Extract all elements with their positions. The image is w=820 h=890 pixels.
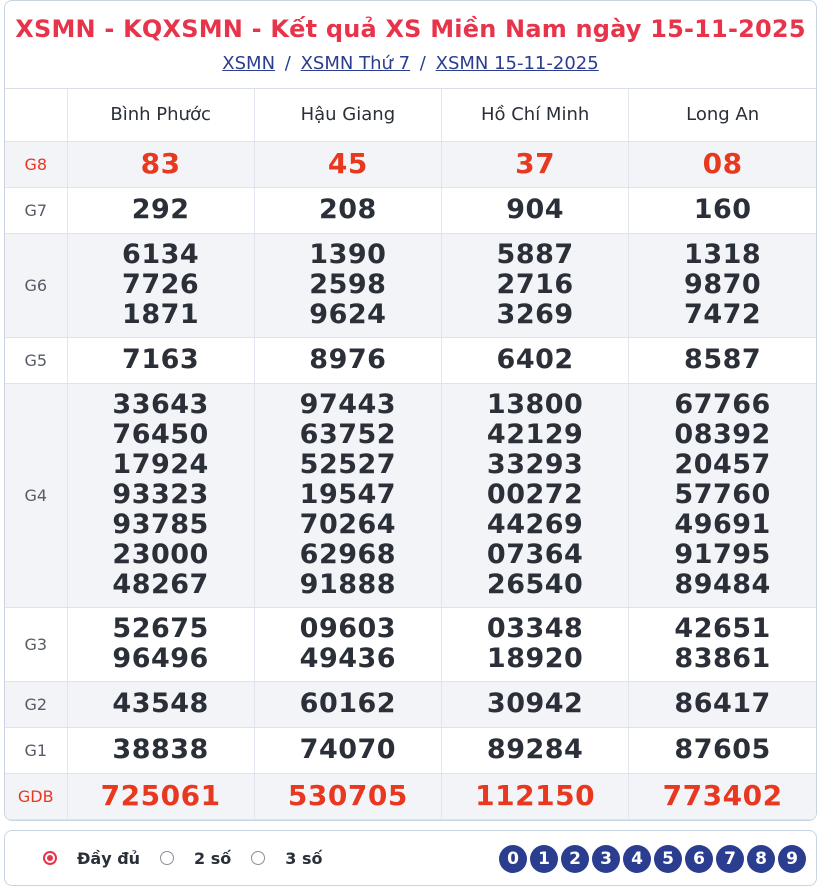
result-number: 70264 xyxy=(299,509,397,540)
prize-label: G5 xyxy=(5,337,67,383)
digit-button-2[interactable]: 2 xyxy=(561,845,589,873)
result-number: 74070 xyxy=(299,734,397,765)
result-number: 07364 xyxy=(486,539,584,570)
result-number: 45 xyxy=(327,147,368,180)
result-cell xyxy=(67,681,254,727)
result-number: 9624 xyxy=(309,299,387,330)
result-number: 292 xyxy=(131,194,190,225)
result-number: 42129 xyxy=(486,419,584,450)
prize-column-header xyxy=(5,89,67,141)
prize-label: G3 xyxy=(5,607,67,681)
result-number: 62968 xyxy=(299,539,397,570)
digit-mode-option[interactable] xyxy=(160,849,231,868)
result-number: 2716 xyxy=(496,269,574,300)
result-number: 60162 xyxy=(299,688,397,719)
breadcrumb-link-weekday[interactable]: XSMN Thứ 7 xyxy=(300,53,411,74)
result-cell xyxy=(254,773,441,819)
result-cell xyxy=(629,141,816,187)
result-number: 1390 xyxy=(309,239,387,270)
results-table xyxy=(5,89,816,820)
radio-button[interactable] xyxy=(251,851,265,865)
breadcrumb-separator: / xyxy=(284,53,291,74)
result-number: 1871 xyxy=(122,299,200,330)
result-number: 09603 xyxy=(299,613,397,644)
result-cell xyxy=(442,187,629,233)
prize-label: G2 xyxy=(5,681,67,727)
result-number: 20457 xyxy=(674,449,771,480)
digit-button-9[interactable]: 9 xyxy=(778,845,806,873)
result-number: 6134 xyxy=(122,239,200,270)
province-header-row xyxy=(5,89,816,141)
result-cell xyxy=(442,607,629,681)
result-number: 93785 xyxy=(112,509,209,540)
digit-button-1[interactable]: 1 xyxy=(530,845,558,873)
result-cell xyxy=(254,727,441,773)
option-label: 2 số xyxy=(194,848,232,868)
result-number: 8587 xyxy=(684,344,762,375)
result-cell xyxy=(442,727,629,773)
result-cell xyxy=(629,681,816,727)
result-cell xyxy=(442,233,629,337)
digit-button-5[interactable]: 5 xyxy=(654,845,682,873)
result-number: 33293 xyxy=(486,449,584,480)
result-number: 7726 xyxy=(122,269,200,300)
result-number: 33643 xyxy=(112,389,209,420)
result-number: 08392 xyxy=(674,419,771,450)
result-number: 63752 xyxy=(299,419,397,450)
result-number: 93323 xyxy=(112,479,209,510)
result-number: 83 xyxy=(140,147,181,180)
prize-row-g7 xyxy=(5,187,816,233)
prize-label: G7 xyxy=(5,187,67,233)
prize-row-g3 xyxy=(5,607,816,681)
digit-mode-options xyxy=(43,849,342,868)
result-number: 96496 xyxy=(112,643,209,674)
result-cell xyxy=(67,773,254,819)
result-number: 530705 xyxy=(287,779,408,812)
result-number: 904 xyxy=(506,194,565,225)
result-number: 773402 xyxy=(662,779,783,812)
result-number: 86417 xyxy=(674,688,771,719)
breadcrumb-link-xsmn[interactable]: XSMN xyxy=(222,53,276,74)
radio-button[interactable] xyxy=(160,851,174,865)
prize-label: G1 xyxy=(5,727,67,773)
prize-row-g1 xyxy=(5,727,816,773)
result-number: 17924 xyxy=(112,449,209,480)
result-number: 160 xyxy=(693,194,752,225)
digit-button-0[interactable]: 0 xyxy=(499,845,527,873)
result-cell xyxy=(254,337,441,383)
result-number: 44269 xyxy=(486,509,584,540)
result-number: 48267 xyxy=(112,569,209,600)
prize-label: GDB xyxy=(5,773,67,819)
digit-button-8[interactable]: 8 xyxy=(747,845,775,873)
result-number: 5887 xyxy=(496,239,574,270)
result-cell xyxy=(629,187,816,233)
result-number: 03348 xyxy=(486,613,584,644)
result-cell xyxy=(442,383,629,607)
result-cell xyxy=(67,727,254,773)
result-cell xyxy=(442,337,629,383)
result-cell xyxy=(254,141,441,187)
result-cell xyxy=(67,607,254,681)
option-label: 3 số xyxy=(285,848,323,868)
result-cell xyxy=(629,337,816,383)
result-cell xyxy=(629,773,816,819)
result-number: 8976 xyxy=(309,344,387,375)
result-cell xyxy=(67,383,254,607)
result-number: 91888 xyxy=(299,569,397,600)
result-number: 30942 xyxy=(486,688,584,719)
digit-mode-option[interactable] xyxy=(251,849,322,868)
result-number: 97443 xyxy=(299,389,397,420)
result-number: 13800 xyxy=(486,389,584,420)
result-cell xyxy=(254,187,441,233)
result-cell xyxy=(67,187,254,233)
result-cell xyxy=(442,141,629,187)
prize-row-g8 xyxy=(5,141,816,187)
prize-label: G6 xyxy=(5,233,67,337)
result-number: 3269 xyxy=(496,299,574,330)
results-header xyxy=(5,1,816,89)
prize-row-g5 xyxy=(5,337,816,383)
result-cell xyxy=(254,607,441,681)
result-number: 42651 xyxy=(674,613,771,644)
result-number: 91795 xyxy=(674,539,771,570)
province-name: Bình Phước xyxy=(67,89,254,141)
result-number: 1318 xyxy=(684,239,762,270)
breadcrumb xyxy=(5,53,816,74)
result-number: 19547 xyxy=(299,479,397,510)
prize-label: G4 xyxy=(5,383,67,607)
province-name: Hậu Giang xyxy=(254,89,441,141)
prize-row-g2 xyxy=(5,681,816,727)
page-title: XSMN - KQXSMN - Kết quả XS Miền Nam ngày 15-11-2025 xyxy=(15,15,806,43)
province-name: Hồ Chí Minh xyxy=(442,89,629,141)
result-cell xyxy=(442,773,629,819)
result-number: 08 xyxy=(702,147,743,180)
result-number: 7472 xyxy=(684,299,762,330)
result-number: 89284 xyxy=(486,734,584,765)
result-cell xyxy=(67,233,254,337)
result-number: 89484 xyxy=(674,569,771,600)
result-number: 38838 xyxy=(112,734,209,765)
result-cell xyxy=(629,233,816,337)
breadcrumb-link-date[interactable]: XSMN 15-11-2025 xyxy=(435,53,599,74)
result-cell xyxy=(254,383,441,607)
breadcrumb-separator: / xyxy=(419,53,426,74)
result-number: 49691 xyxy=(674,509,771,540)
results-card xyxy=(4,0,817,821)
digit-button-6[interactable]: 6 xyxy=(685,845,713,873)
prize-label: G8 xyxy=(5,141,67,187)
result-number: 7163 xyxy=(122,344,200,375)
result-cell xyxy=(442,681,629,727)
result-number: 76450 xyxy=(112,419,209,450)
result-number: 67766 xyxy=(674,389,771,420)
digit-button-7[interactable]: 7 xyxy=(716,845,744,873)
prize-rows xyxy=(5,141,816,819)
result-number: 57760 xyxy=(674,479,771,510)
display-options-bar xyxy=(4,830,817,886)
result-number: 83861 xyxy=(674,643,771,674)
result-number: 00272 xyxy=(486,479,584,510)
result-number: 49436 xyxy=(299,643,397,674)
result-number: 43548 xyxy=(112,688,209,719)
result-number: 52675 xyxy=(112,613,209,644)
result-number: 9870 xyxy=(684,269,762,300)
result-number: 26540 xyxy=(486,569,584,600)
result-cell xyxy=(67,141,254,187)
result-cell xyxy=(629,727,816,773)
result-number: 208 xyxy=(318,194,377,225)
option-label: Đầy đủ xyxy=(77,848,141,868)
prize-row-g4 xyxy=(5,383,816,607)
digit-button-4[interactable]: 4 xyxy=(623,845,651,873)
result-cell xyxy=(629,383,816,607)
result-cell xyxy=(67,337,254,383)
digit-button-3[interactable]: 3 xyxy=(592,845,620,873)
result-number: 52527 xyxy=(299,449,397,480)
radio-button[interactable] xyxy=(43,851,57,865)
result-number: 2598 xyxy=(309,269,387,300)
prize-row-gdb xyxy=(5,773,816,819)
result-cell xyxy=(254,233,441,337)
result-number: 37 xyxy=(515,147,556,180)
province-name: Long An xyxy=(629,89,816,141)
result-number: 87605 xyxy=(674,734,771,765)
result-number: 725061 xyxy=(100,779,221,812)
result-cell xyxy=(629,607,816,681)
result-number: 23000 xyxy=(112,539,209,570)
result-cell xyxy=(254,681,441,727)
digit-filter-buttons xyxy=(499,845,806,873)
digit-mode-option[interactable] xyxy=(43,849,140,868)
prize-row-g6 xyxy=(5,233,816,337)
result-number: 112150 xyxy=(475,779,596,812)
result-number: 18920 xyxy=(486,643,584,674)
result-number: 6402 xyxy=(496,344,574,375)
